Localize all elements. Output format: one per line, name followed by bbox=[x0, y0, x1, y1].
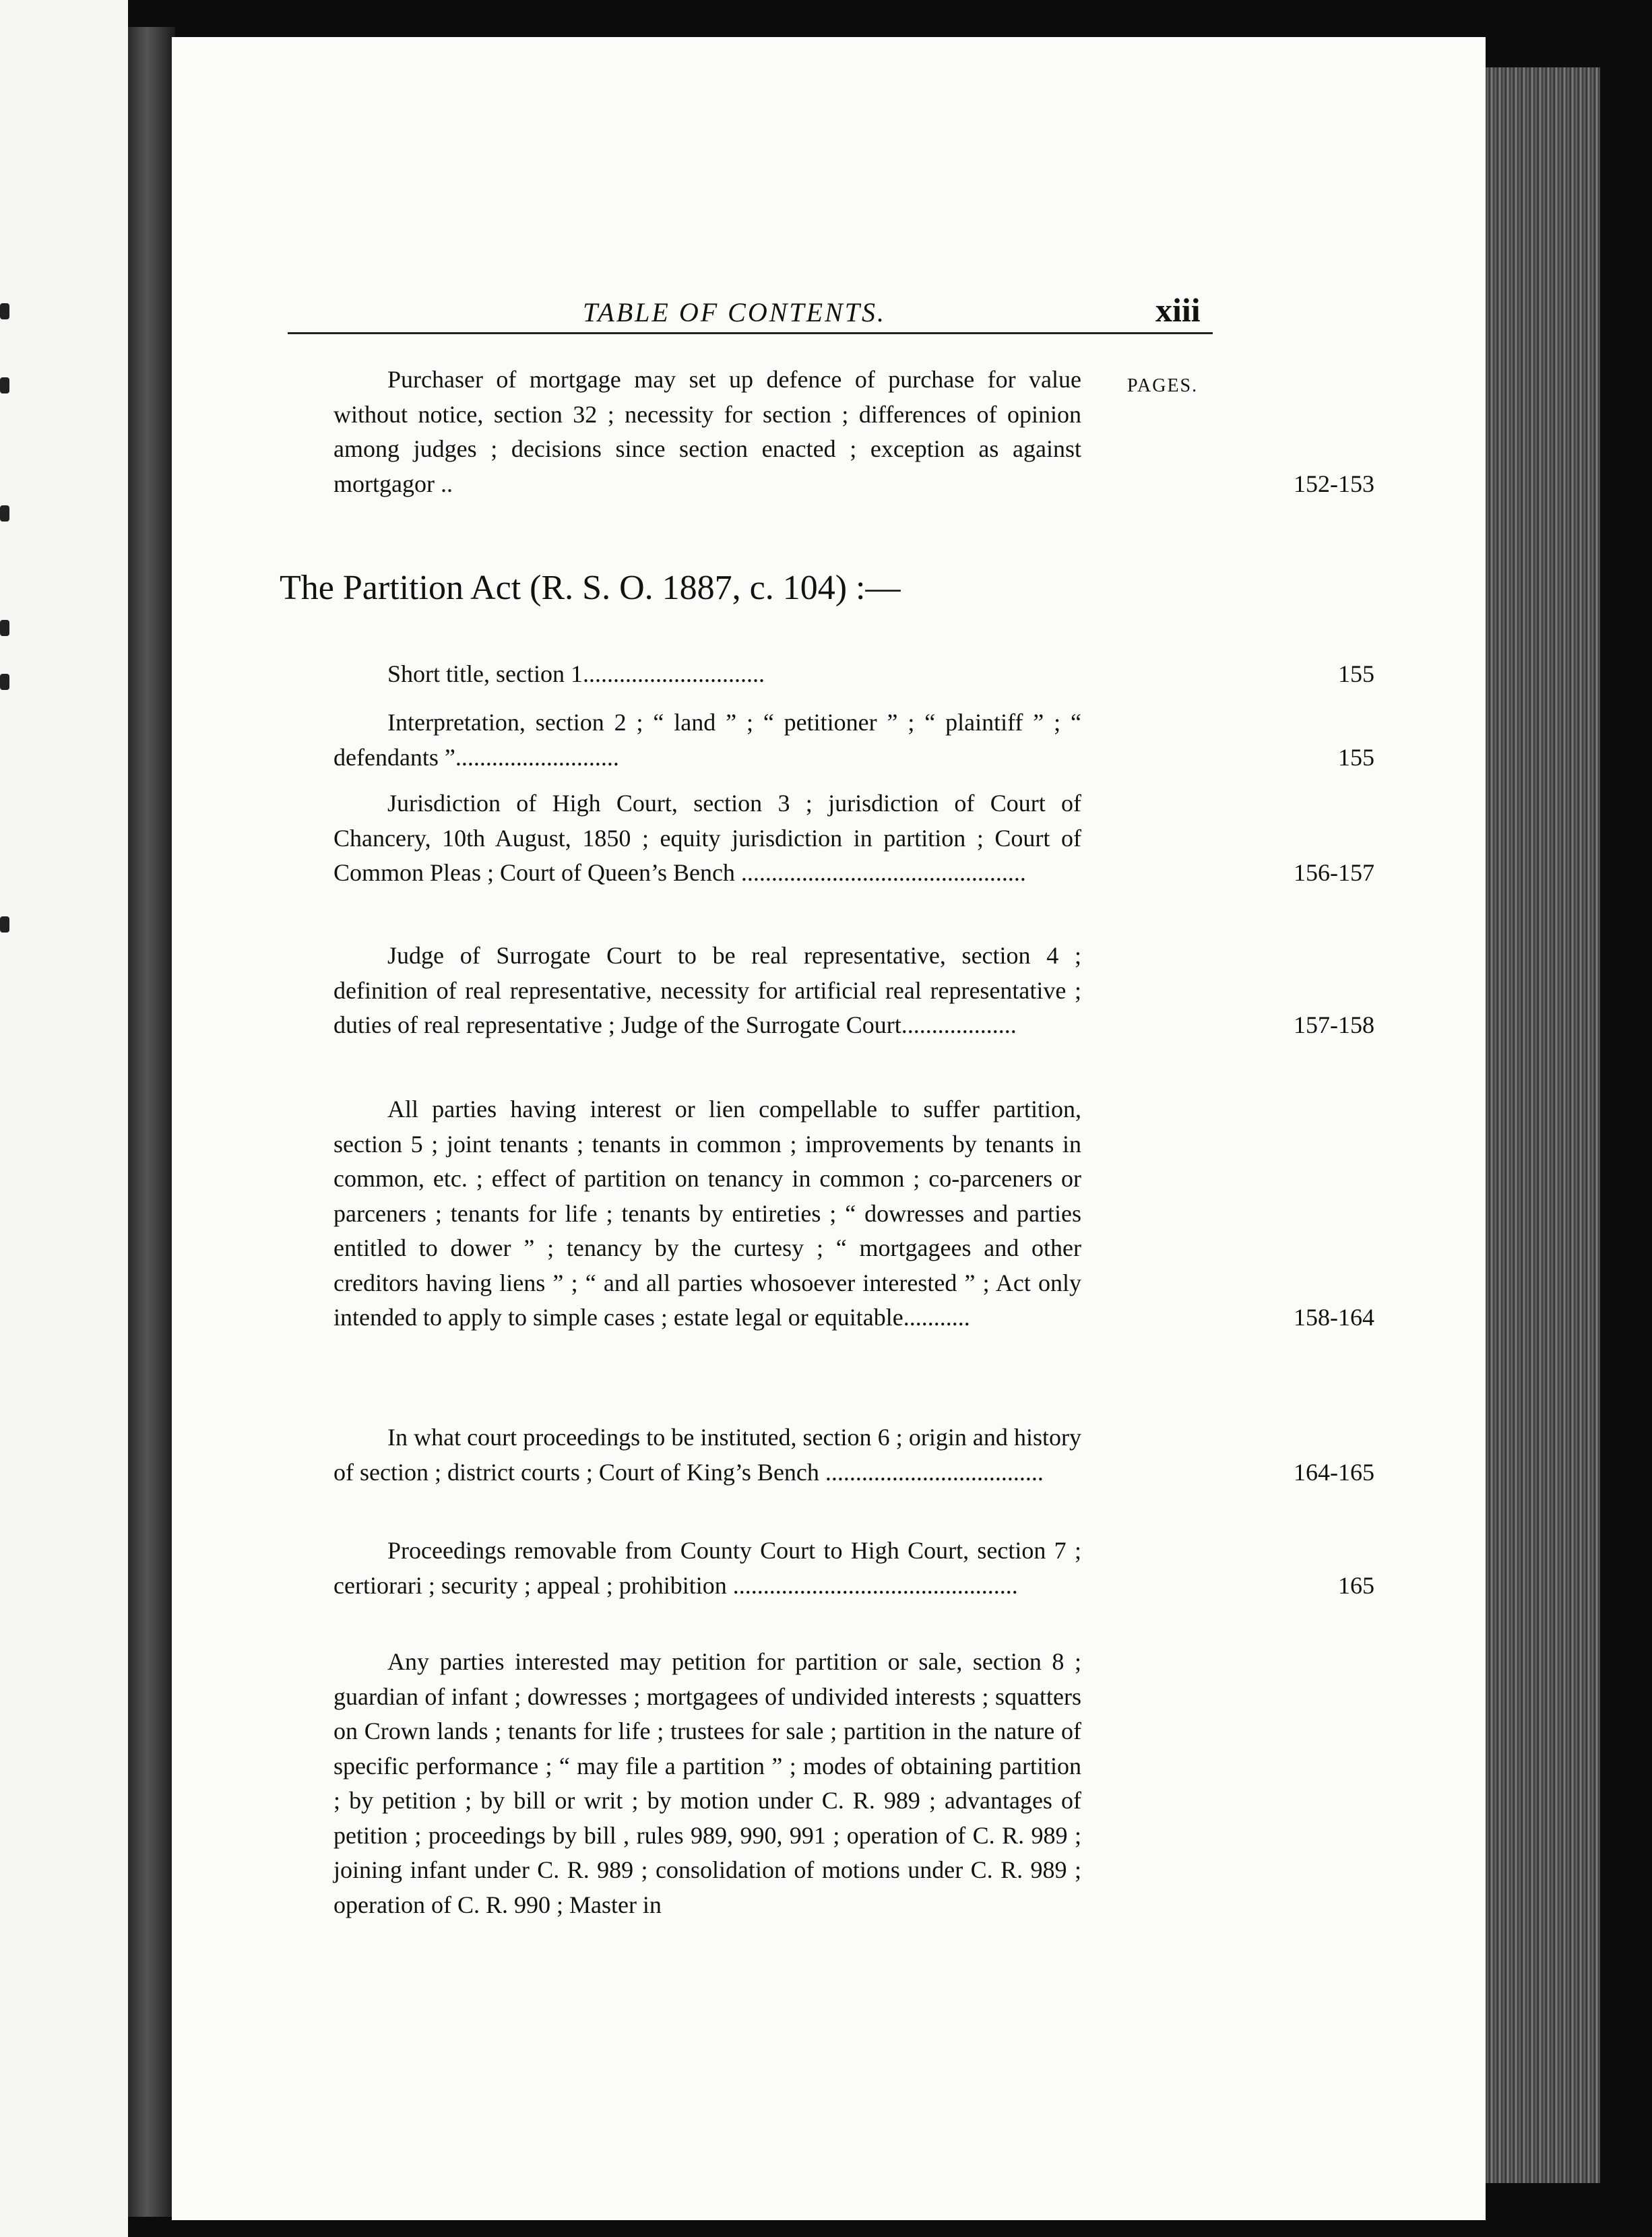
previous-page-edge bbox=[0, 0, 128, 2237]
entry-pages: 152-153 bbox=[1294, 470, 1374, 497]
entry-text: Proceedings removable from County Court to High Court, section 7 ; certiorari ; security ; appeal ; prohibition ............................................... bbox=[333, 1537, 1081, 1599]
pages-column-label: PAGES. bbox=[1127, 375, 1199, 396]
header-rule bbox=[288, 332, 1170, 334]
toc-entry bbox=[333, 1420, 1374, 1490]
entry-pages: 157-158 bbox=[1294, 1011, 1374, 1038]
scan-mark bbox=[0, 303, 9, 319]
scan-mark bbox=[0, 674, 9, 690]
running-title: TABLE OF CONTENTS. bbox=[583, 297, 886, 327]
entry-pages: 158-164 bbox=[1294, 1304, 1374, 1331]
page-header bbox=[172, 266, 1486, 334]
entry-pages: 165 bbox=[1338, 1571, 1374, 1599]
toc-entry bbox=[333, 363, 1374, 501]
scan-mark bbox=[0, 916, 9, 933]
header-rule-right bbox=[1065, 332, 1213, 334]
toc-entry bbox=[333, 1534, 1374, 1603]
toc-entry bbox=[333, 786, 1374, 891]
entry-pages: 155 bbox=[1338, 660, 1374, 687]
toc-entry bbox=[333, 705, 1374, 775]
toc-entry bbox=[333, 657, 1374, 692]
scan-mark bbox=[0, 377, 9, 393]
scan-mark bbox=[0, 620, 9, 636]
section-heading: The Partition Act (R. S. O. 1887, c. 104) :— bbox=[280, 569, 901, 607]
entry-pages: 156-157 bbox=[1294, 859, 1374, 886]
entry-text: Judge of Surrogate Court to be real representative, section 4 ; definition of real representative, necessity for artificial real representative ; duties of real representative ; Judge of the Surrogate Court................... bbox=[333, 942, 1081, 1038]
book-page bbox=[172, 37, 1486, 2220]
toc-entry bbox=[333, 1645, 1374, 1922]
entry-text: Purchaser of mortgage may set up defence of purchase for value without notice, section 32 ; necessity for section ; differences of opinion among judges ; decisions since section enacted ; exception as against mortgagor .. bbox=[333, 366, 1081, 497]
entry-text: All parties having interest or lien compellable to suffer partition, section 5 ; joint tenants ; tenants in common ; improvements by tenants in common, etc. ; effect of partition on tenancy in common ; co-parceners or parceners ; tenants for life ; tenants by entireties ; “ dowresses and parties entitled to dower ” ; tenancy by the curtesy ; “ mortgagees and other creditors having liens ” ; “ and all parties whosoever interested ” ; Act only intended to apply to simple cases ; estate legal or equitable........... bbox=[333, 1096, 1081, 1331]
entry-text: Interpretation, section 2 ; “ land ” ; “ petitioner ” ; “ plaintiff ” ; “ defendants ”........................... bbox=[333, 709, 1081, 771]
entry-pages: 155 bbox=[1338, 743, 1374, 771]
entry-text: Any parties interested may petition for partition or sale, section 8 ; guardian of infant ; dowresses ; mortgagees of undivided interests ; squatters on Crown lands ; tenants for life ; trustees for sale ; partition in the nature of specific performance ; “ may file a partition ” ; modes of obtaining partition ; by petition ; by bill or writ ; by motion under C. R. 989 ; advantages of petition ; proceedings by bill , rules 989, 990, 991 ; operation of C. R. 989 ; joining infant under C. R. 989 ; consolidation of motions under C. R. 989 ; operation of C. R. 990 ; Master in bbox=[333, 1648, 1081, 1918]
entry-pages: 164-165 bbox=[1294, 1458, 1374, 1486]
entry-text: Jurisdiction of High Court, section 3 ; jurisdiction of Court of Chancery, 10th August, 1850 ; equity jurisdiction in partition ; Court of Common Pleas ; Court of Queen’s Bench ............................................... bbox=[333, 790, 1081, 886]
toc-entry bbox=[333, 939, 1374, 1043]
page-number: xiii bbox=[1155, 291, 1201, 329]
entry-text: In what court proceedings to be instituted, section 6 ; origin and history of section ; district courts ; Court of King’s Bench .................................... bbox=[333, 1424, 1081, 1486]
toc-entry bbox=[333, 1092, 1374, 1335]
page-stack-edge bbox=[1486, 67, 1600, 2183]
scan-mark bbox=[0, 505, 9, 522]
entry-text: Short title, section 1.............................. bbox=[387, 660, 765, 687]
book-binding bbox=[128, 27, 175, 2217]
